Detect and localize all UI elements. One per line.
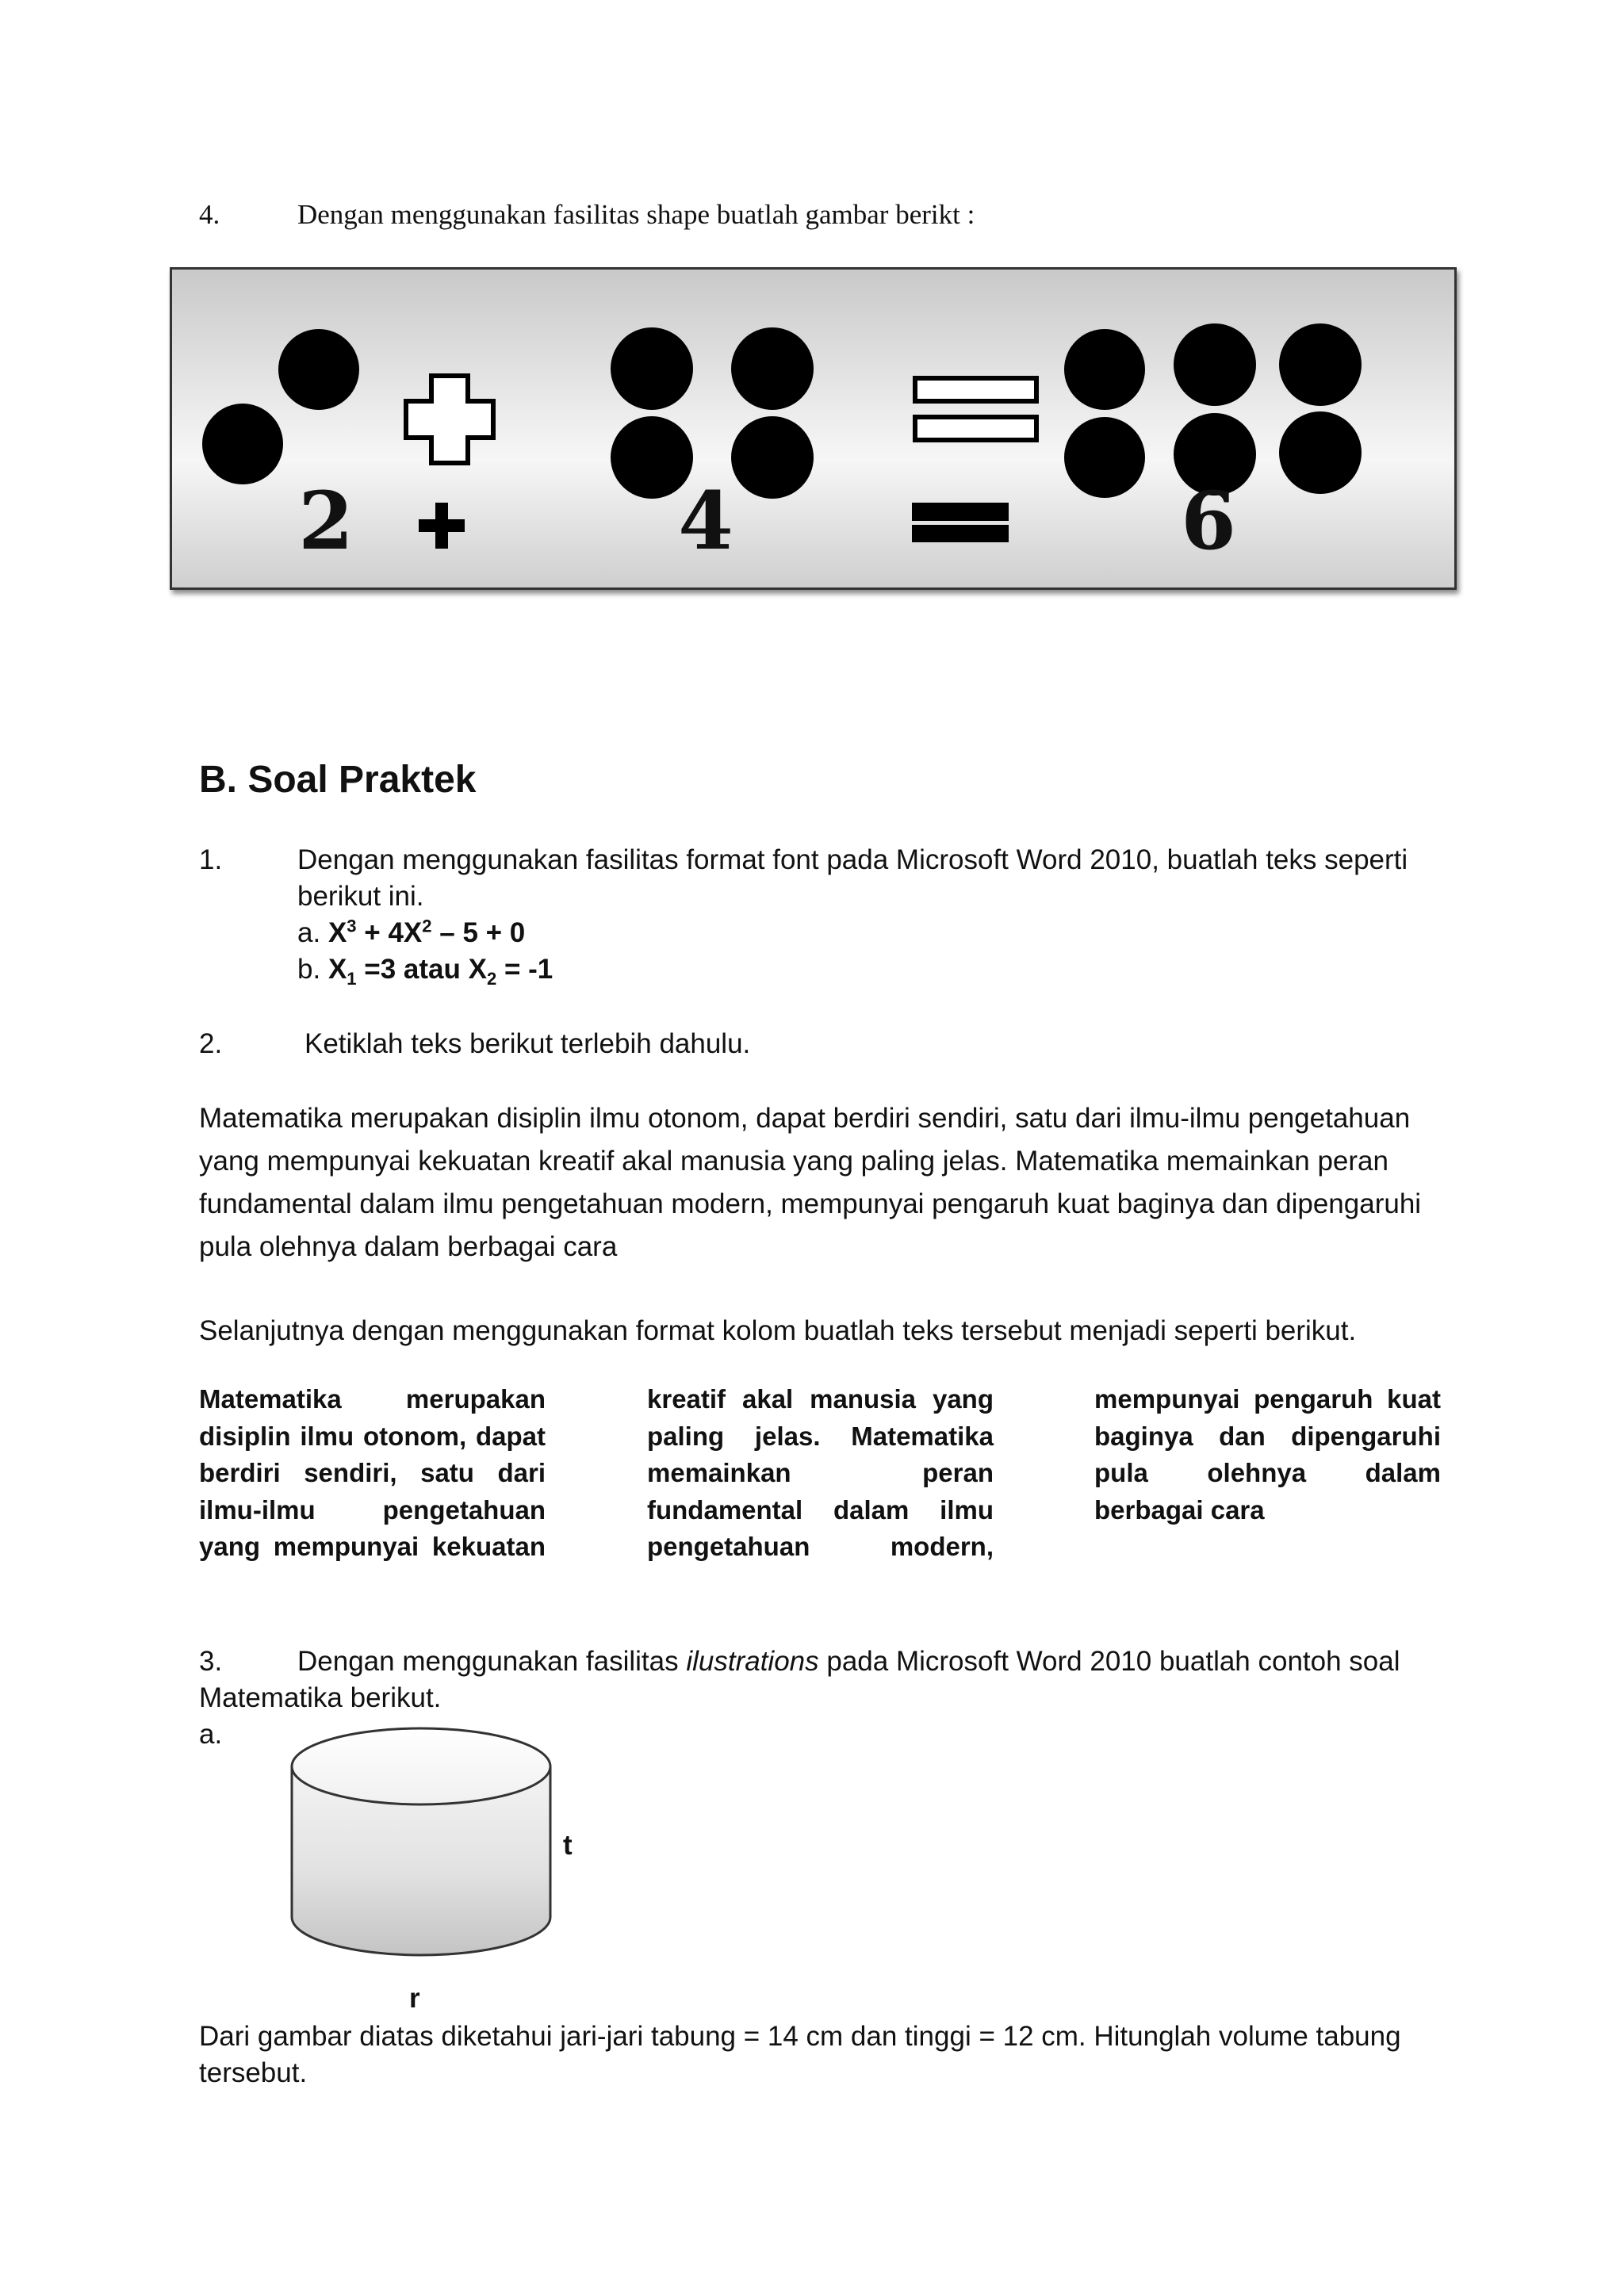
solid-equals-top — [912, 503, 1009, 521]
column-line: paling jelas. Matematika — [647, 1421, 994, 1451]
q3-question-line2: tersebut. — [199, 2057, 308, 2088]
dot-shape — [1064, 329, 1145, 410]
dot-shape — [278, 329, 359, 410]
solid-equals-bottom — [912, 525, 1009, 542]
shape-figure — [170, 267, 1457, 590]
q3-before: Dengan menggunakan fasilitas — [297, 1646, 679, 1677]
q1-equation-a — [297, 915, 525, 951]
column-line: disiplin ilmu otonom, dapat — [199, 1421, 546, 1451]
column-line: ilmu-ilmu pengetahuan — [199, 1494, 546, 1525]
column-line: kreatif akal manusia yang — [647, 1384, 994, 1414]
q2-paragraph-line: pula olehnya dalam berbagai cara — [199, 1231, 618, 1262]
q1-line1: Dengan menggunakan fasilitas format font pada Microsoft Word 2010, buatlah teks seperti — [297, 844, 1408, 875]
cylinder-figure — [285, 1719, 555, 1973]
dot-shape — [1174, 323, 1256, 406]
column-line: yang mempunyai kekuatan — [199, 1532, 546, 1561]
column-line: mempunyai pengaruh kuat — [1094, 1384, 1441, 1414]
q3-question-line1: Dari gambar diatas diketahui jari-jari tabung = 14 cm dan tinggi = 12 cm. Hitunglah volume tabung — [199, 2021, 1401, 2052]
q1-b-prefix: b. — [297, 954, 321, 985]
dot-shape — [731, 327, 814, 410]
q3-line2: Matematika berikut. — [199, 1682, 442, 1713]
column-1 — [199, 1381, 546, 1566]
q1-b-mid: =3 atau X — [364, 954, 487, 985]
dot-shape — [1279, 323, 1362, 406]
q1-equation-b — [297, 951, 553, 988]
section-b-title: B. Soal Praktek — [199, 759, 477, 801]
item4-text: Dengan menggunakan fasilitas shape buatlah gambar berikt : — [297, 199, 975, 230]
q2-paragraph-line: fundamental dalam ilmu pengetahuan modern, mempunyai pengaruh kuat baginya dan dipengaruhi — [199, 1188, 1422, 1219]
q1-b-sub1: 1 — [347, 969, 357, 989]
column-line: pengetahuan modern, — [647, 1532, 994, 1561]
q1-a-prefix: a. — [297, 917, 321, 948]
figure-label-6: 6 — [1181, 474, 1236, 568]
q2-instruction: Selanjutnya dengan menggunakan format kolom buatlah teks tersebut menjadi seperti berikut. — [199, 1315, 1357, 1346]
q2-paragraph-line: yang mempunyai kekuatan kreatif akal manusia yang paling jelas. Matematika memainkan peran — [199, 1146, 1388, 1177]
q1-a-mid: + 4X — [364, 917, 423, 948]
column-line: berbagai cara — [1094, 1494, 1265, 1525]
column-line: pula olehnya dalam — [1094, 1458, 1441, 1487]
dot-shape — [611, 327, 693, 410]
q3-line1 — [297, 1644, 1400, 1680]
column-line: baginya dan dipengaruhi — [1094, 1421, 1441, 1451]
q1-b-x: X — [327, 954, 347, 985]
q2-paragraph — [199, 1097, 1436, 1269]
column-line: memainkan peran — [647, 1458, 994, 1487]
column-line: fundamental dalam ilmu — [647, 1494, 994, 1525]
q2-number: 2. — [199, 1028, 223, 1059]
cylinder-height-label: t — [563, 1830, 573, 1861]
item4-number: 4. — [199, 199, 220, 230]
shape-figure-canvas — [172, 270, 1454, 587]
q3-number: 3. — [199, 1646, 223, 1677]
q1-b-sub2: 2 — [486, 969, 497, 989]
solid-plus-shape — [419, 503, 465, 549]
q3-italic: ilustrations — [686, 1646, 819, 1677]
column-3 — [1094, 1381, 1441, 1529]
dot-shape — [1279, 411, 1362, 494]
cylinder-radius-label: r — [409, 1983, 420, 2014]
q1-line2: berikut ini. — [297, 881, 424, 912]
cylinder-top — [292, 1728, 550, 1804]
hollow-equals-bottom — [915, 417, 1036, 440]
column-2 — [647, 1381, 994, 1566]
dot-shape — [202, 404, 283, 484]
q1-a-x1: X — [327, 917, 347, 948]
q1-a-tail: – 5 + 0 — [439, 917, 526, 948]
q1-a-exp2: 2 — [422, 916, 432, 936]
q1-number: 1. — [199, 844, 223, 875]
q1-b-tail: = -1 — [504, 954, 553, 985]
q2-paragraph-line: Matematika merupakan disiplin ilmu otonom, dapat berdiri sendiri, satu dari ilmu-ilmu pengetahuan — [199, 1103, 1411, 1134]
q3-after: pada Microsoft Word 2010 buatlah contoh soal — [826, 1646, 1400, 1677]
dot-shape — [1064, 417, 1145, 498]
figure-label-4: 4 — [678, 474, 733, 568]
hollow-equals-top — [915, 378, 1036, 401]
hollow-plus-shape — [406, 376, 493, 463]
column-line: berdiri sendiri, satu dari — [199, 1458, 546, 1487]
figure-label-2: 2 — [298, 474, 354, 568]
dot-shape — [731, 416, 814, 499]
q2-text: Ketiklah teks berikut terlebih dahulu. — [304, 1028, 751, 1059]
q3-a-label: a. — [199, 1719, 223, 1750]
q1-a-exp1: 3 — [347, 916, 357, 936]
column-line: Matematika merupakan — [199, 1384, 546, 1414]
